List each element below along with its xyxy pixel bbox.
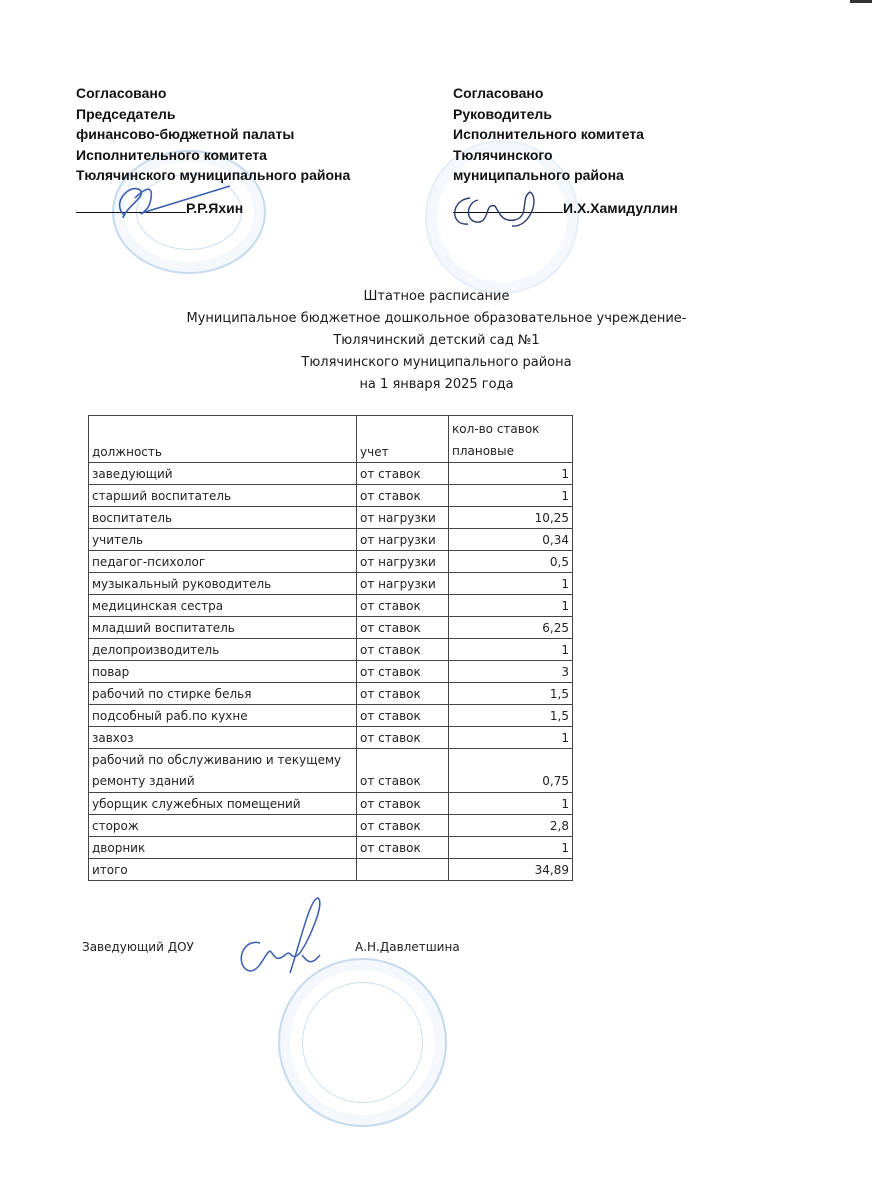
table-row (89, 573, 573, 595)
cell-position: дворник (89, 837, 357, 859)
cell-position: заведующий (89, 463, 357, 485)
total-label: итого (89, 859, 357, 881)
cell-basis: от ставок (357, 617, 449, 639)
cell-basis: от ставок (357, 661, 449, 683)
approval-right-line: Руководитель (453, 105, 552, 122)
cell-basis: от нагрузки (357, 507, 449, 529)
table-row (89, 463, 573, 485)
table-header-row (89, 416, 573, 463)
org-name-line1: Муниципальное бюджетное дошкольное образовательное учреждение- (186, 311, 687, 326)
signature-footer (230, 893, 330, 978)
cell-rates: 2,8 (449, 815, 573, 837)
table-row (89, 485, 573, 507)
approval-right-line: Исполнительного комитета (453, 126, 644, 142)
cell-basis: от нагрузки (357, 551, 449, 573)
cell-rates: 3 (449, 661, 573, 683)
cell-basis: от ставок (357, 727, 449, 749)
cell-position: медицинская сестра (89, 595, 357, 617)
approval-right-heading: Согласовано (453, 85, 544, 101)
cell-rates: 6,25 (449, 617, 573, 639)
document-title-block (0, 286, 873, 396)
cell-rates: 10,25 (449, 507, 573, 529)
cell-rates: 1 (449, 573, 573, 595)
table-row (89, 749, 573, 793)
footer-signer: А.Н.Давлетшина (355, 940, 460, 954)
cell-basis: от ставок (357, 463, 449, 485)
cell-position: сторож (89, 815, 357, 837)
staff-table (88, 415, 573, 881)
cell-position: старший воспитатель (89, 485, 357, 507)
cell-rates: 0,5 (449, 551, 573, 573)
table-row (89, 661, 573, 683)
cell-position: педагог-психолог (89, 551, 357, 573)
table-row (89, 793, 573, 815)
approval-left-line: Председатель (76, 105, 176, 122)
cell-basis: от ставок (357, 749, 449, 793)
cell-position: делопроизводитель (89, 639, 357, 661)
table-row (89, 727, 573, 749)
cell-rates: 1 (449, 793, 573, 815)
approval-left-line: Тюлячинского муниципального района (76, 167, 351, 183)
cell-basis: от ставок (357, 793, 449, 815)
cell-basis: от нагрузки (357, 573, 449, 595)
table-row (89, 837, 573, 859)
cell-basis: от ставок (357, 639, 449, 661)
header-rates (449, 416, 573, 463)
cell-basis: от ставок (357, 485, 449, 507)
table-total-row (89, 859, 573, 881)
cell-position: воспитатель (89, 507, 357, 529)
table-row (89, 595, 573, 617)
cell-position: завхоз (89, 727, 357, 749)
cell-rates: 1,5 (449, 683, 573, 705)
header-rates-line2: плановые (452, 444, 514, 458)
cell-basis: от ставок (357, 837, 449, 859)
signature-left (105, 178, 235, 223)
footer-role: Заведующий ДОУ (82, 940, 194, 954)
table-row (89, 529, 573, 551)
cell-basis: от ставок (357, 683, 449, 705)
document-title: Штатное расписание (363, 289, 510, 304)
cell-position: подсобный раб.по кухне (89, 705, 357, 727)
total-rates: 34,89 (449, 859, 573, 881)
cell-rates: 0,75 (449, 749, 573, 793)
cell-position: учитель (89, 529, 357, 551)
cell-rates: 1 (449, 639, 573, 661)
cell-position-line1: рабочий по обслуживанию и текущему (92, 753, 342, 767)
cell-basis: от нагрузки (357, 529, 449, 551)
cell-position: повар (89, 661, 357, 683)
stamp-bottom (278, 958, 447, 1127)
header-position: должность (89, 416, 357, 463)
table-row (89, 507, 573, 529)
org-name-line2: Тюлячинский детский сад №1 (333, 333, 540, 348)
cell-rates: 1 (449, 485, 573, 507)
table-row (89, 617, 573, 639)
cell-basis: от ставок (357, 705, 449, 727)
cell-rates: 1,5 (449, 705, 573, 727)
scan-corner-mark (850, 0, 872, 3)
cell-position: младший воспитатель (89, 617, 357, 639)
table-row (89, 705, 573, 727)
total-basis (357, 859, 449, 881)
cell-rates: 1 (449, 727, 573, 749)
cell-rates: 0,34 (449, 529, 573, 551)
approval-right-line: Тюлячинского (453, 146, 553, 163)
cell-position: рабочий по стирке белья (89, 683, 357, 705)
approval-left-line: финансово-бюджетной палаты (76, 126, 295, 142)
cell-basis: от ставок (357, 815, 449, 837)
approval-left-heading: Согласовано (76, 85, 167, 101)
table-row (89, 639, 573, 661)
cell-basis: от ставок (357, 595, 449, 617)
cell-rates: 1 (449, 463, 573, 485)
approval-right-signer: И.Х.Хамидуллин (563, 199, 678, 216)
cell-rates: 1 (449, 595, 573, 617)
stamp-bottom-inner-ring (302, 982, 423, 1103)
header-basis: учет (357, 416, 449, 463)
cell-position-line2: ремонту зданий (92, 774, 195, 788)
date-line: на 1 января 2025 года (359, 377, 514, 392)
cell-position (89, 749, 357, 793)
table-row (89, 683, 573, 705)
approval-left-signer: Р.Р.Яхин (186, 199, 244, 216)
table-row (89, 815, 573, 837)
signature-right (450, 188, 560, 233)
org-name-line3: Тюлячинского муниципального района (301, 355, 572, 370)
header-rates-line1: кол-во ставок (452, 422, 540, 436)
cell-position: музыкальный руководитель (89, 573, 357, 595)
table-row (89, 551, 573, 573)
cell-position: уборщик служебных помещений (89, 793, 357, 815)
approval-left-line: Исполнительного комитета (76, 146, 267, 163)
cell-rates: 1 (449, 837, 573, 859)
approval-right-line: муниципального района (453, 167, 624, 183)
